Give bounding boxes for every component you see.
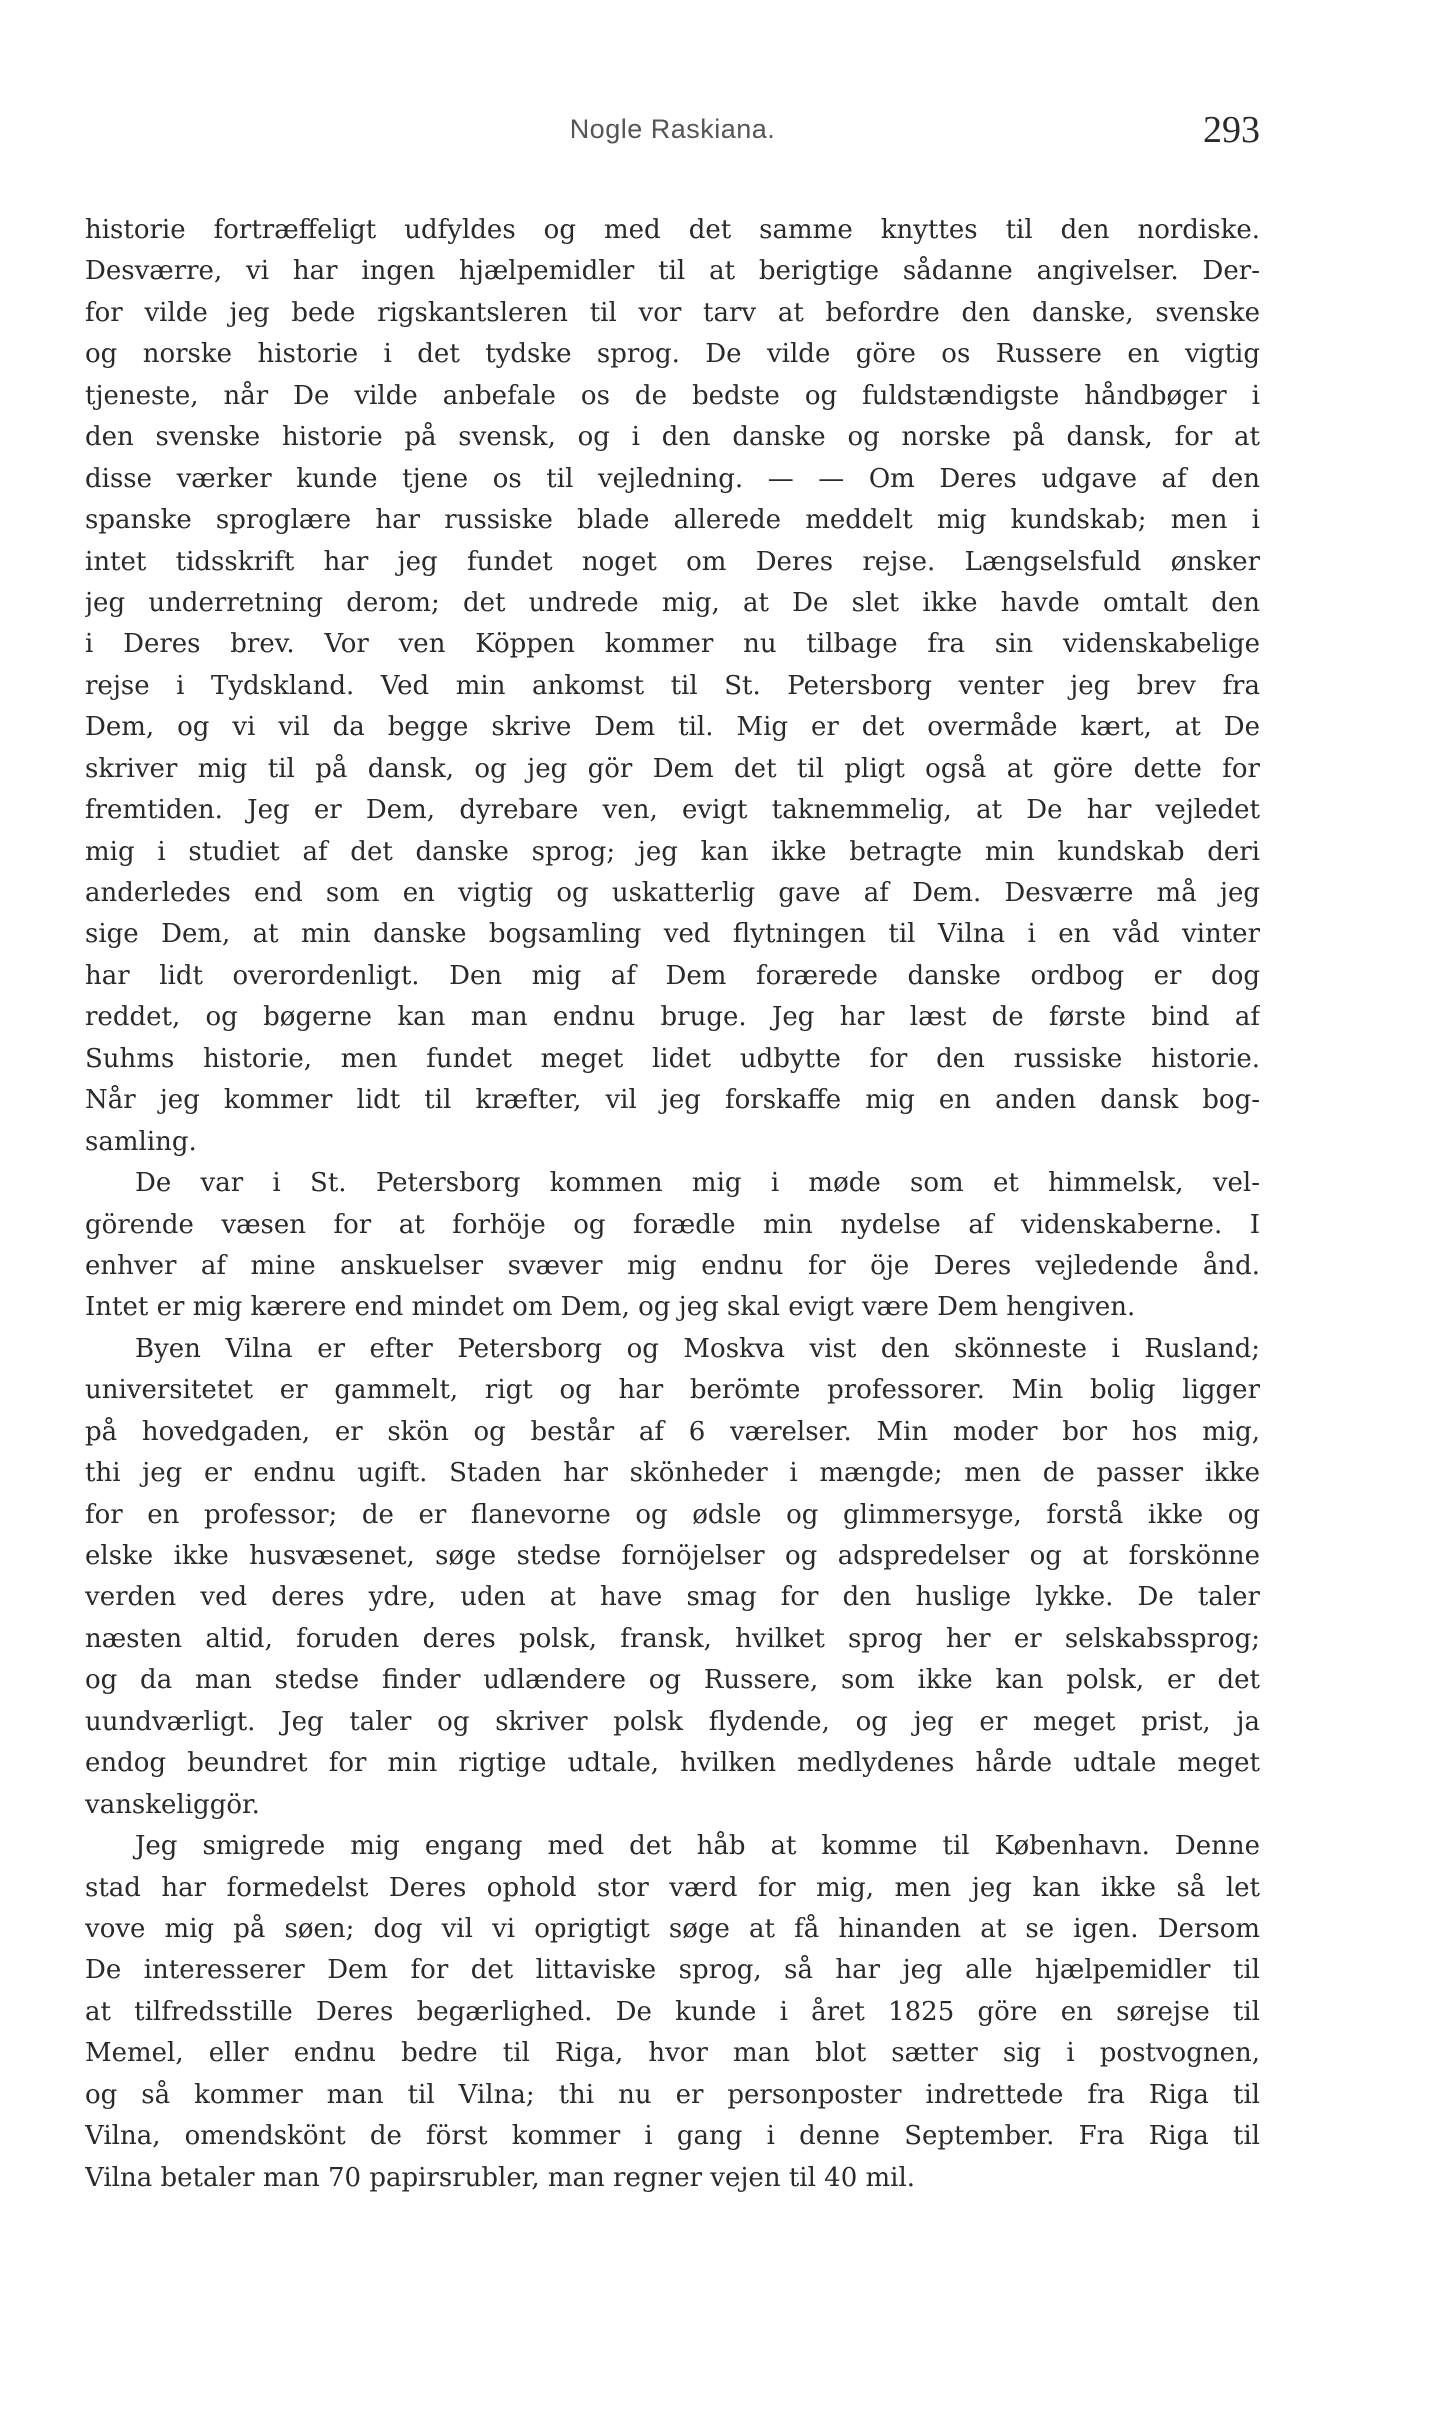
text-line: for en professor; de er flanevorne og ødsle og glimmersyge, forstå ikke og	[85, 1499, 1260, 1530]
text-line: uundværligt. Jeg taler og skriver polsk flydende, og jeg er meget prist, ja	[85, 1706, 1260, 1737]
text-line: for vilde jeg bede rigskantsleren til vor tarv at befordre den danske, svenske	[85, 297, 1260, 328]
text-line: görende væsen for at forhöje og forædle min nydelse af videnskaberne. I	[85, 1209, 1260, 1240]
text-line: samling.	[85, 1126, 197, 1157]
text-line: og norske historie i det tydske sprog. De vilde göre os Russere en vigtig	[85, 339, 1260, 370]
text-line: endog beundret for min rigtige udtale, hvilken medlydenes hårde udtale meget	[85, 1748, 1260, 1779]
text-line: fremtiden. Jeg er Dem, dyrebare ven, evigt taknemmelig, at De har vejledet	[85, 795, 1260, 826]
text-line: De interesserer Dem for det littaviske sprog, så har jeg alle hjælpemidler til	[85, 1955, 1260, 1986]
running-title: Nogle Raskiana.	[569, 114, 776, 144]
text-line: næsten altid, foruden deres polsk, fransk, hvilket sprog her er selskabssprog;	[85, 1623, 1260, 1654]
text-line: historie fortræffeligt udfyldes og med det samme knyttes til den nordiske.	[85, 215, 1260, 245]
text-line: Suhms historie, men fundet meget lidet udbytte for den russiske historie.	[85, 1043, 1260, 1074]
text-line: intet tidsskrift har jeg fundet noget om Deres rejse. Længselsfuld ønsker	[85, 546, 1260, 577]
text-line: vanskeliggör.	[85, 1789, 260, 1820]
page-header	[85, 108, 1260, 156]
text-line: vove mig på søen; dog vil vi oprigtigt søge at få hinanden at se igen. Dersom	[85, 1913, 1260, 1944]
text-line: Når jeg kommer lidt til kræfter, vil jeg forskaffe mig en anden dansk bog-	[85, 1085, 1260, 1116]
text-line: på hovedgaden, er skön og består af 6 værelser. Min moder bor hos mig,	[85, 1416, 1260, 1447]
text-line: spanske sproglære har russiske blade allerede meddelt mig kundskab; men i	[85, 505, 1260, 536]
text-line: Byen Vilna er efter Petersborg og Moskva vist den skönneste i Rusland;	[135, 1333, 1260, 1364]
text-line: disse værker kunde tjene os til vejledning. — — Om Deres udgave af den	[85, 463, 1260, 494]
text-line: jeg underretning derom; det undrede mig, at De slet ikke havde omtalt den	[85, 587, 1260, 618]
text-line: Intet er mig kærere end mindet om Dem, og jeg skal evigt være Dem hengiven.	[85, 1292, 1136, 1323]
text-line: skriver mig til på dansk, og jeg gör Dem det til pligt også at göre dette for	[85, 753, 1260, 784]
text-line: De var i St. Petersborg kommen mig i møde som et himmelsk, vel-	[135, 1168, 1260, 1199]
text-line: og da man stedse finder udlændere og Russere, som ikke kan polsk, er det	[85, 1665, 1260, 1696]
text-line: verden ved deres ydre, uden at have smag for den huslige lykke. De taler	[85, 1582, 1260, 1613]
text-line: stad har formedelst Deres ophold stor værd for mig, men jeg kan ikke så let	[85, 1872, 1260, 1903]
text-line: Jeg smigrede mig engang med det håb at komme til København. Denne	[135, 1831, 1260, 1862]
page-number: 293	[1203, 109, 1260, 151]
text-line: mig i studiet af det danske sprog; jeg kan ikke betragte min kundskab deri	[85, 836, 1260, 867]
text-line: universitetet er gammelt, rigt og har berömte professorer. Min bolig ligger	[85, 1375, 1260, 1406]
text-line: tjeneste, når De vilde anbefale os de bedste og fuldstændigste håndbøger i	[85, 380, 1260, 411]
text-line: enhver af mine anskuelser svæver mig endnu for öje Deres vejledende ånd.	[85, 1250, 1260, 1281]
text-line: Dem, og vi vil da begge skrive Dem til. Mig er det overmåde kært, at De	[85, 712, 1260, 743]
body-text	[85, 210, 1260, 2199]
text-line: i Deres brev. Vor ven Köppen kommer nu tilbage fra sin videnskabelige	[85, 629, 1260, 660]
text-line: at tilfredsstille Deres begærlighed. De kunde i året 1825 göre en sørejse til	[85, 1996, 1260, 2027]
text-line: rejse i Tydskland. Ved min ankomst til St. Petersborg venter jeg brev fra	[85, 670, 1260, 701]
text-line: Desværre, vi har ingen hjælpemidler til at berigtige sådanne angivelser. Der-	[85, 256, 1260, 287]
text-line: anderledes end som en vigtig og uskatterlig gave af Dem. Desværre må jeg	[85, 878, 1260, 908]
text-line: elske ikke husvæsenet, søge stedse fornöjelser og adspredelser og at forskönne	[85, 1541, 1260, 1571]
text-line: har lidt overordenligt. Den mig af Dem forærede danske ordbog er dog	[85, 960, 1260, 991]
text-line: den svenske historie på svensk, og i den danske og norske på dansk, for at	[85, 422, 1260, 453]
text-line: Vilna betaler man 70 papirsrubler, man regner vejen til 40 mil.	[85, 2162, 916, 2193]
text-line: thi jeg er endnu ugift. Staden har skönheder i mængde; men de passer ikke	[85, 1458, 1260, 1489]
text-line: og så kommer man til Vilna; thi nu er personposter indrettede fra Riga til	[85, 2079, 1260, 2110]
text-line: Memel, eller endnu bedre til Riga, hvor man blot sætter sig i postvognen,	[85, 2038, 1260, 2069]
text-line: sige Dem, at min danske bogsamling ved flytningen til Vilna i en våd vinter	[85, 919, 1260, 950]
text-line: reddet, og bøgerne kan man endnu bruge. Jeg har læst de første bind af	[85, 1002, 1260, 1033]
text-line: Vilna, omendskönt de först kommer i gang i denne September. Fra Riga til	[85, 2121, 1260, 2152]
